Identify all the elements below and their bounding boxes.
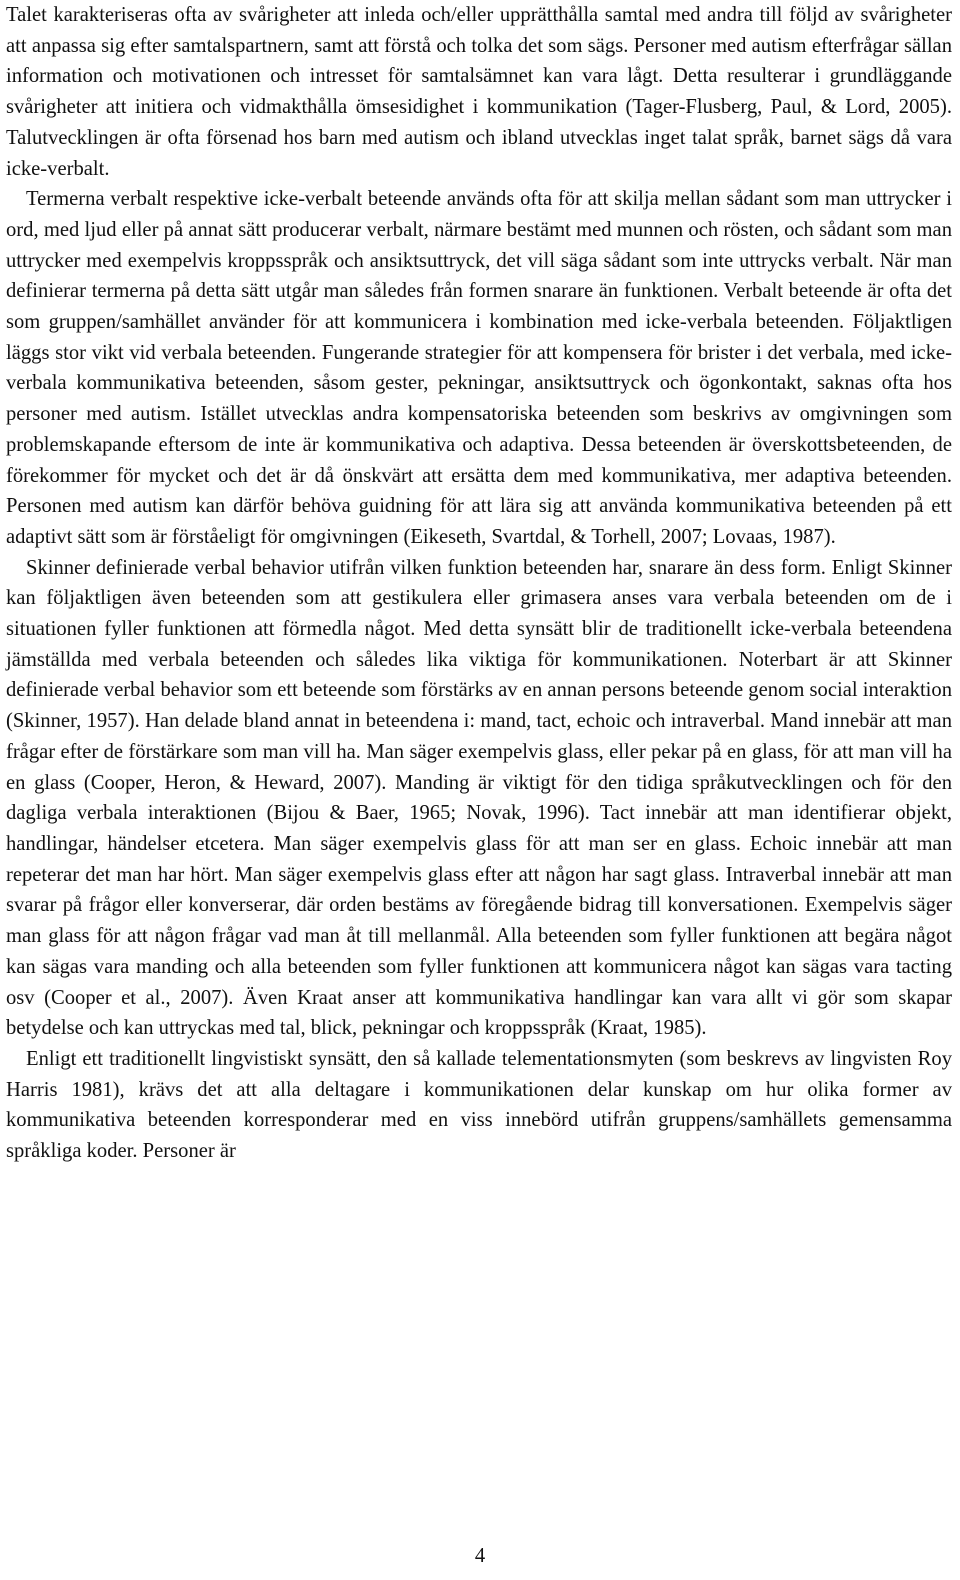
page-number: 4 <box>474 1545 486 1567</box>
document-body <box>6 0 952 1167</box>
paragraph-verbal-nonverbal-terms: Termerna verbalt respektive icke-verbalt beteende används ofta för att skilja mellan sådant som man uttrycker i ord, med ljud eller på annat sätt producerar verbalt, närmare bestämt med munnen och rösten, och sådant som man uttrycker med exempelvis kroppsspråk och ansiktsuttryck, det vill säga sådant som inte uttrycks verbalt. När man definierar termerna på detta sätt utgår man således från formen snarare än funktionen. Verbalt beteende är ofta det som gruppen/samhället använder för att kommunicera i kombination med icke-verbala beteenden. Följaktligen läggs stor vikt vid verbala beteenden. Fungerande strategier för att kompensera för brister i det verbala, med icke-verbala kommunikativa beteenden, såsom gester, pekningar, ansiktsuttryck och ögonkontakt, saknas ofta hos personer med autism. Istället utvecklas andra kompensatoriska beteenden som beskrivs av omgivningen som problemskapande eftersom de inte är kommunikativa och adaptiva. Dessa beteenden är överskottsbeteenden, de förekommer för mycket och det är då önskvärt att ersätta dem med kommunikativa, mer adaptiva beteenden. Personen med autism kan därför behöva guidning för att lära sig att använda kommunikativa beteenden på ett adaptivt sätt som är förståeligt för omgivningen (Eikeseth, Svartdal, & Torhell, 2007; Lovaas, 1987). <box>6 188 952 548</box>
paragraph-skinner-verbal-behavior: Skinner definierade verbal behavior utifrån vilken funktion beteenden har, snarare än dess form. Enligt Skinner kan följaktligen även beteenden som att gestikulera eller grimasera anses vara verbala beteenden om de i situationen fyller funktionen att förmedla något. Med detta synsätt blir de traditionellt icke-verbala beteendena jämställda med verbala beteenden och således lika viktiga för kommunikationen. Noterbart är att Skinner definierade verbal behavior som ett beteende som förstärks av en annan persons beteende genom social interaktion (Skinner, 1957). Han delade bland annat in beteendena i: mand, tact, echoic och intraverbal. Mand innebär att man frågar efter de förstärkare som man vill ha. Man säger exempelvis glass, eller pekar på en glass, för att man vill ha en glass (Cooper, Heron, & Heward, 2007). Manding är viktigt för den tidiga språkutvecklingen och för den dagliga verbala interaktionen (Bijou & Baer, 1965; Novak, 1996). Tact innebär att man identifierar objekt, handlingar, händelser etcetera. Man säger exempelvis glass för att man ser en glass. Echoic innebär att man repeterar det man har hört. Man säger exempelvis glass efter att någon har sagt glass. Intraverbal innebär att man svarar på frågor eller konverserar, där orden bestäms av föregående bidrag till konversationen. Exempelvis säger man glass för att någon frågar vad man åt till mellanmål. Alla beteenden som fyller funktionen att begära något kan sägas vara manding och alla beteenden som fyller funktionen att kommunicera något kan sägas vara tacting osv (Cooper et al., 2007). Även Kraat anser att kommunikativa handlingar kan vara allt vi gör som skapar betydelse och kan uttryckas med tal, blick, pekningar och kroppsspråk (Kraat, 1985). <box>6 556 952 1040</box>
paragraph-telementation-myth: Enligt ett traditionellt lingvistiskt synsätt, den så kallade telementationsmyten (som beskrevs av lingvisten Roy Harris 1981), krävs det att alla deltagare i kommunikationen delar kunskap om hur olika former av kommunikativa beteenden korresponderar med en viss innebörd utifrån gruppens/samhällets gemensamma språkliga koder. Personer är <box>6 1047 952 1163</box>
paragraph-speech-difficulties: Talet karakteriseras ofta av svårigheter att inleda och/eller upprätthålla samtal med andra till följd av svårigheter att anpassa sig efter samtalspartnern, samt att förstå och tolka det som sägs. Personer med autism efterfrågar sällan information och motivationen och intresset för samtalsämnet kan vara lågt. Detta resulterar i grundläggande svårigheter att initiera och vidmakthålla ömsesidighet i kommunikation (Tager-Flusberg, Paul, & Lord, 2005). Talutvecklingen är ofta försenad hos barn med autism och ibland utvecklas inget talat språk, barnet sägs då vara icke-verbalt. <box>6 4 952 180</box>
